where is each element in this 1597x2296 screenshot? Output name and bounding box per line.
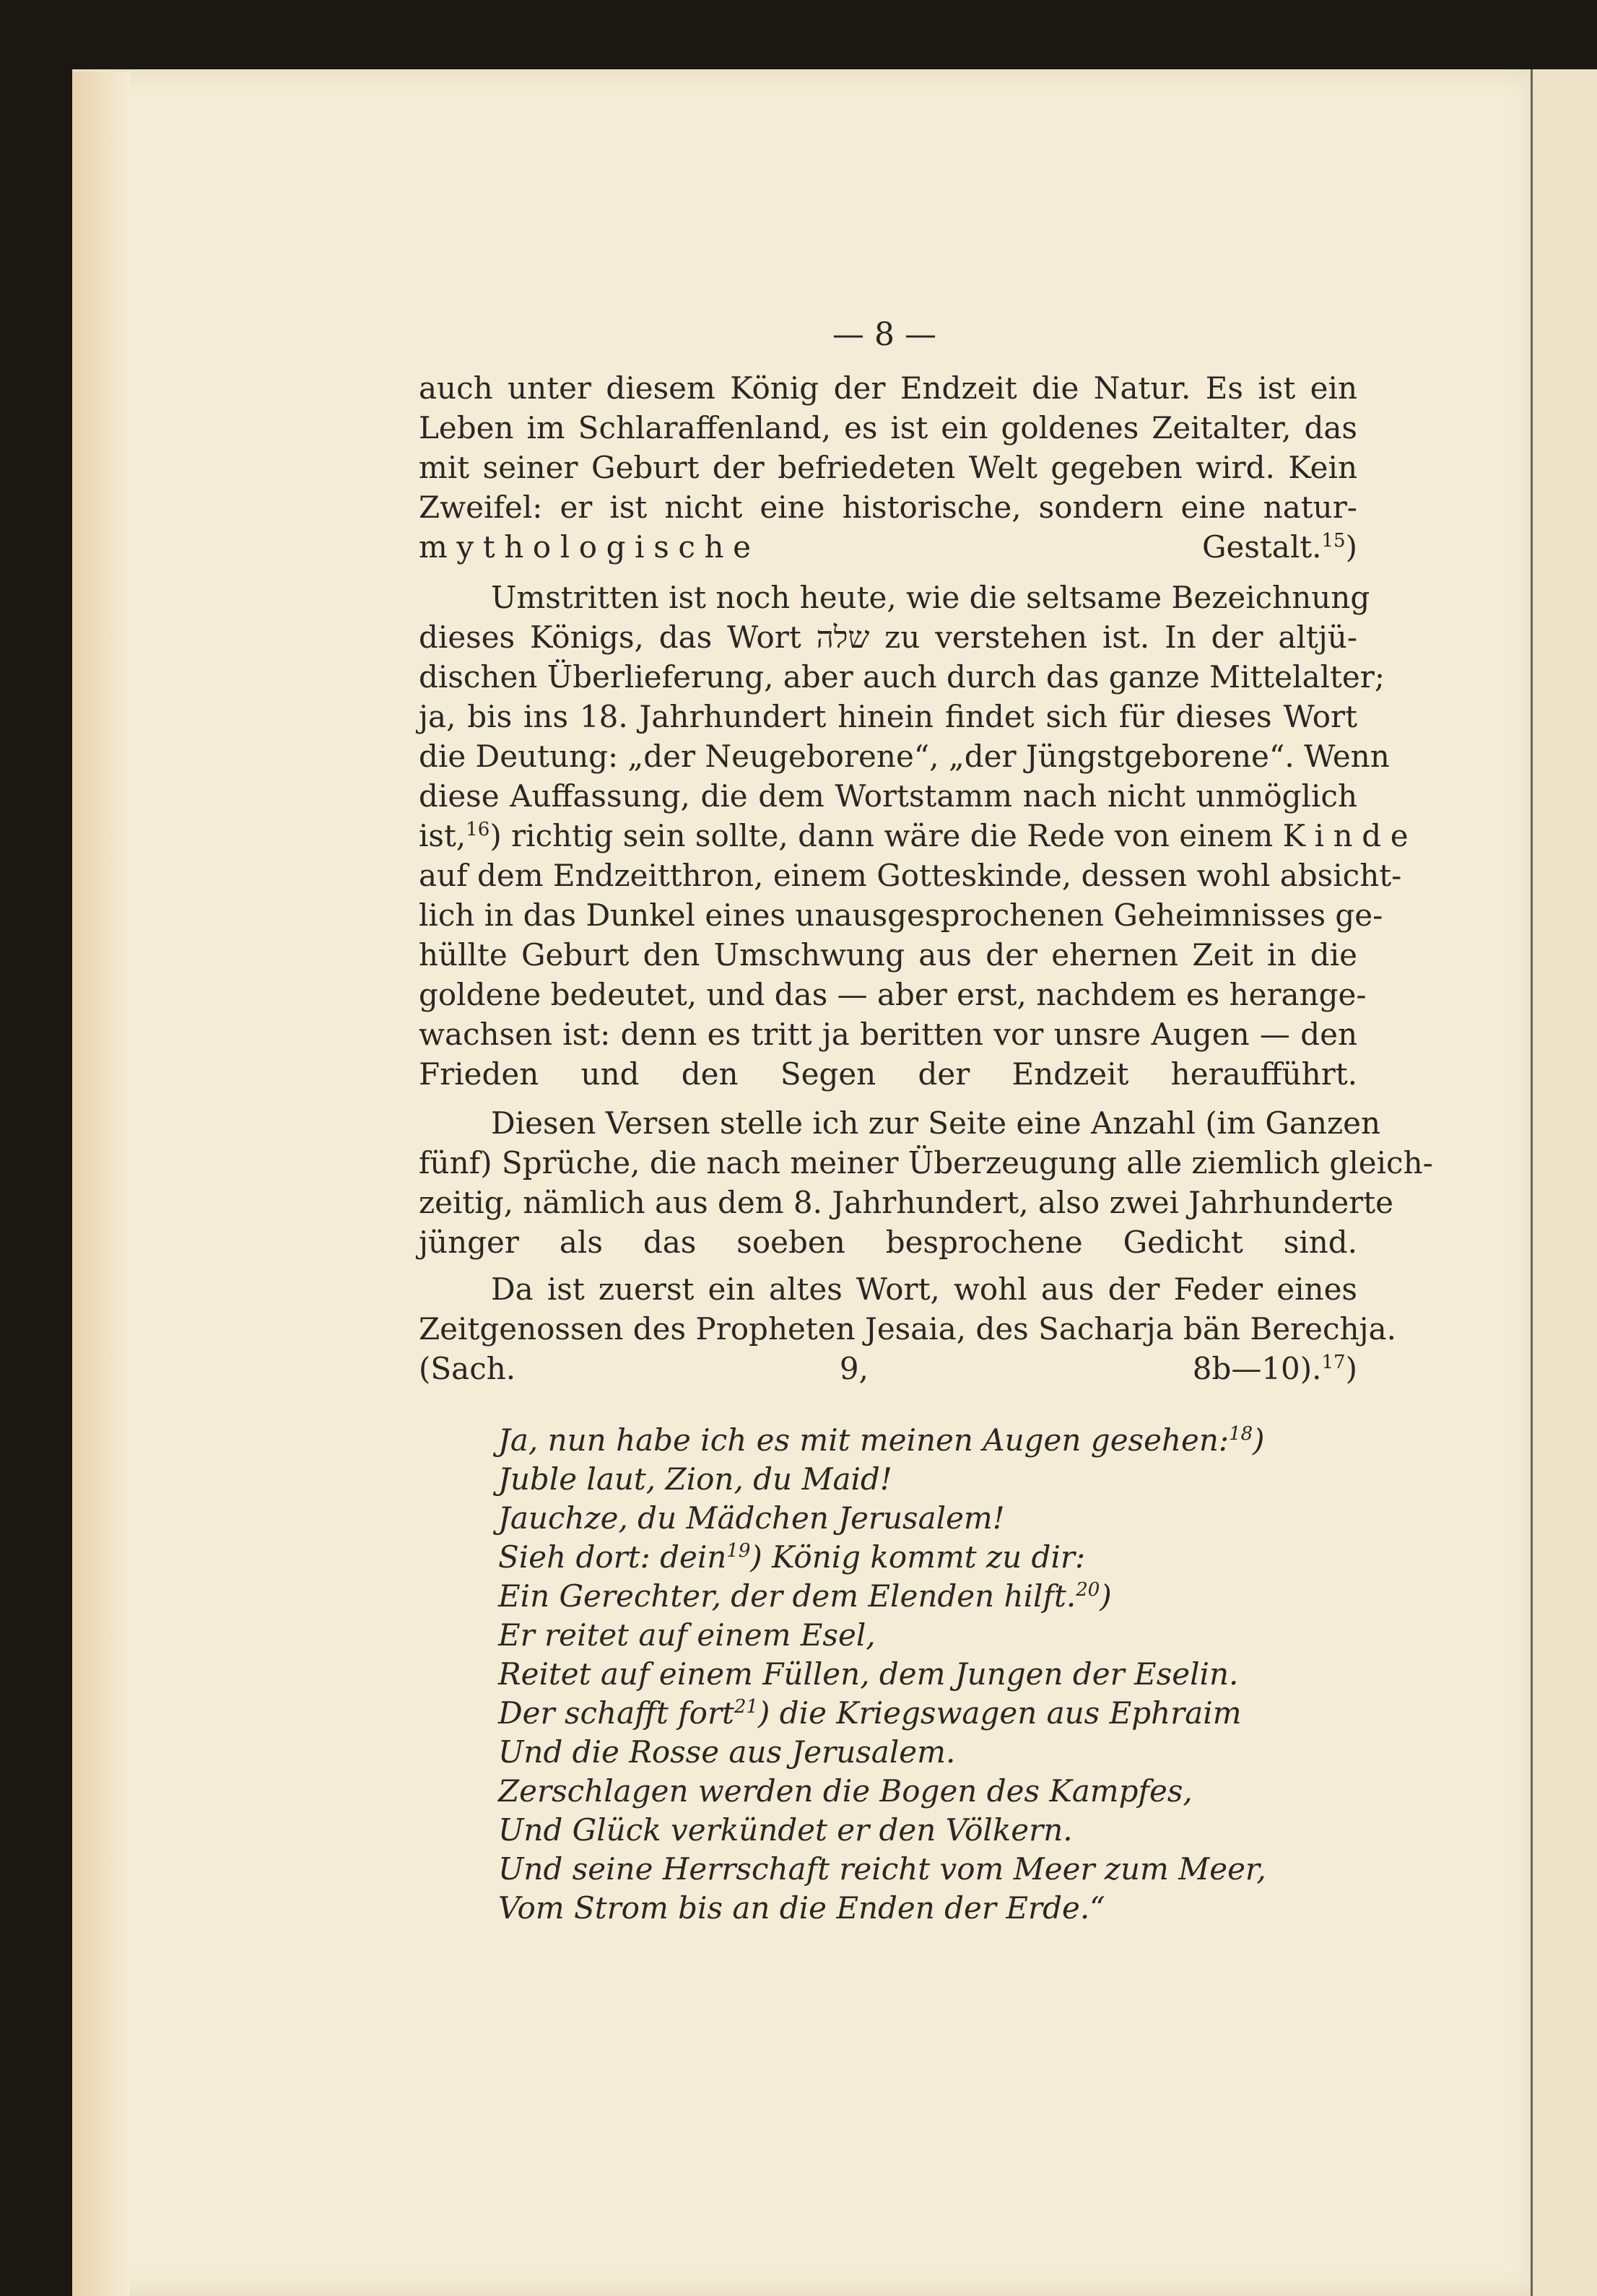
spaced-word: mythologische [419,529,760,565]
text-fragment: Gestalt. [1201,529,1322,565]
footnote-ref: 17 [1321,1352,1346,1373]
text-line: Zweifel: er ist nicht eine historische, sondern eine natur- [419,490,1357,525]
poem-line: Zerschlagen werden die Bogen des Kampfes, [498,1773,1193,1809]
poem-line: Ein Gerechter, der dem Elenden hilft.$^{20}$) [498,1578,1112,1614]
paragraph-3 [419,1103,1433,1262]
text-line: Leben im Schlaraffenland, es ist ein goldenes Zeitalter, das [419,410,1357,445]
text-fragment: Ein Gerechter, der dem Elenden hilft. [498,1578,1076,1614]
page-edge-shadow [72,72,130,2296]
text-line: dischen Überlieferung, aber auch durch das ganze Mittelalter; [419,659,1385,695]
text-line: mythologische Gestalt.$^{15}$) [419,529,1357,565]
footnote-ref: 20 [1076,1579,1100,1601]
text-line: Da ist zuerst ein altes Wort, wohl aus der Feder eines [491,1271,1357,1307]
text-fragment: Der schafft fort [498,1695,734,1731]
text-fragment: dieses Königs, das Wort [419,619,801,655]
footnote-ref: 18 [1229,1423,1253,1445]
text-fragment: Sieh dort: dein [498,1539,727,1575]
text-line: jünger als das soeben besprochene Gedicht sind. [419,1225,1357,1260]
text-line: ist,$^{16}$) richtig sein sollte, dann wäre die Rede von einem Kinde [419,818,1418,853]
poem-line: Ja, nun habe ich es mit meinen Augen gesehen:$^{18}$) [498,1422,1265,1458]
text-line: goldene bedeutet, und das — aber erst, nachdem es herange- [419,977,1367,1012]
spaced-word: Kinde [1282,818,1418,853]
text-line: lich in das Dunkel eines unausgesprochenen Geheimnisses ge- [419,897,1383,933]
text-line: die Deutung: „der Neugeborene“, „der Jüngstgeborene“. Wenn [419,739,1390,774]
page-number: — 8 — [832,316,936,353]
text-line: Diesen Versen stelle ich zur Seite eine Anzahl (im Ganzen [491,1105,1381,1141]
text-line: fünf) Sprüche, die nach meiner Überzeugung alle ziemlich gleich- [419,1145,1433,1180]
text-fragment: (Sach. 9, 8b—10). [419,1351,1322,1386]
text-line: Zeitgenossen des Propheten Jesaia, des Sacharja bän Berechja. [419,1311,1396,1347]
poem-line: Sieh dort: dein$^{19}$) König kommt zu dir: [498,1539,1086,1575]
footnote-ref: 15 [1321,530,1346,552]
text-line: (Sach. 9, 8b—10).$^{17}$) [419,1351,1357,1386]
text-fragment: König kommt zu dir: [772,1539,1086,1575]
text-line: auf dem Endzeitthron, einem Gotteskinde, dessen wohl absicht- [419,858,1402,893]
poem-line: Juble laut, Zion, du Maid! [498,1461,892,1497]
poem-line: Jauchze, du Mädchen Jerusalem! [498,1500,1005,1536]
poem-line: Und Glück verkündet er den Völkern. [498,1812,1073,1848]
footnote-ref: 16 [466,819,490,840]
text-line: Frieden und den Segen der Endzeit heraufführt. [419,1056,1357,1092]
poem-line: Er reitet auf einem Esel, [498,1617,876,1653]
text-fragment: die Kriegswagen aus Ephraim [779,1695,1242,1731]
text-line: Umstritten ist noch heute, wie die seltsame Bezeichnung [491,580,1370,615]
text-fragment: Ja, nun habe ich es mit meinen Augen gesehen: [498,1422,1230,1458]
text-line: wachsen ist: denn es tritt ja beritten vor unsre Augen — den [419,1017,1357,1052]
poem-line: Der schafft fort$^{21}$) die Kriegswagen aus Ephraim [498,1695,1242,1731]
text-line: hüllte Geburt den Umschwung aus der ehernen Zeit in die [419,937,1357,973]
poem-line: Vom Strom bis an die Enden der Erde.“ [498,1890,1105,1926]
text-line: diese Auffassung, die dem Wortstamm nach nicht unmöglich [419,778,1357,814]
paragraph-4 [419,1269,1396,1388]
text-line [419,617,1357,657]
poem-line: Und die Rosse aus Jerusalem. [498,1734,956,1770]
paragraph-1 [419,368,1357,567]
text-fragment: ist, [419,818,466,853]
text-line: ja, bis ins 18. Jahrhundert hinein findet sich für dieses Wort [419,699,1357,734]
text-line: zeitig, nämlich aus dem 8. Jahrhundert, also zwei Jahrhunderte [419,1185,1393,1220]
text-fragment: zu verstehen ist. In der altjü- [884,619,1358,655]
poem-line: Und seine Herrschaft reicht vom Meer zum Meer, [498,1851,1266,1887]
footnote-ref: 21 [734,1696,758,1718]
footnote-ref: 19 [726,1540,751,1562]
paragraph-2 [419,578,1418,1094]
poem-quotation [498,1421,1266,1928]
next-page-edge [1531,69,1597,2296]
hebrew-word: שלה [816,619,870,655]
text-line: mit seiner Geburt der befriedeten Welt gegeben wird. Kein [419,450,1357,485]
poem-line: Reitet auf einem Füllen, dem Jungen der Eselin. [498,1656,1239,1692]
text-line: auch unter diesem König der Endzeit die Natur. Es ist ein [419,370,1357,406]
text-fragment: richtig sein sollte, dann wäre die Rede von einem [511,818,1274,853]
